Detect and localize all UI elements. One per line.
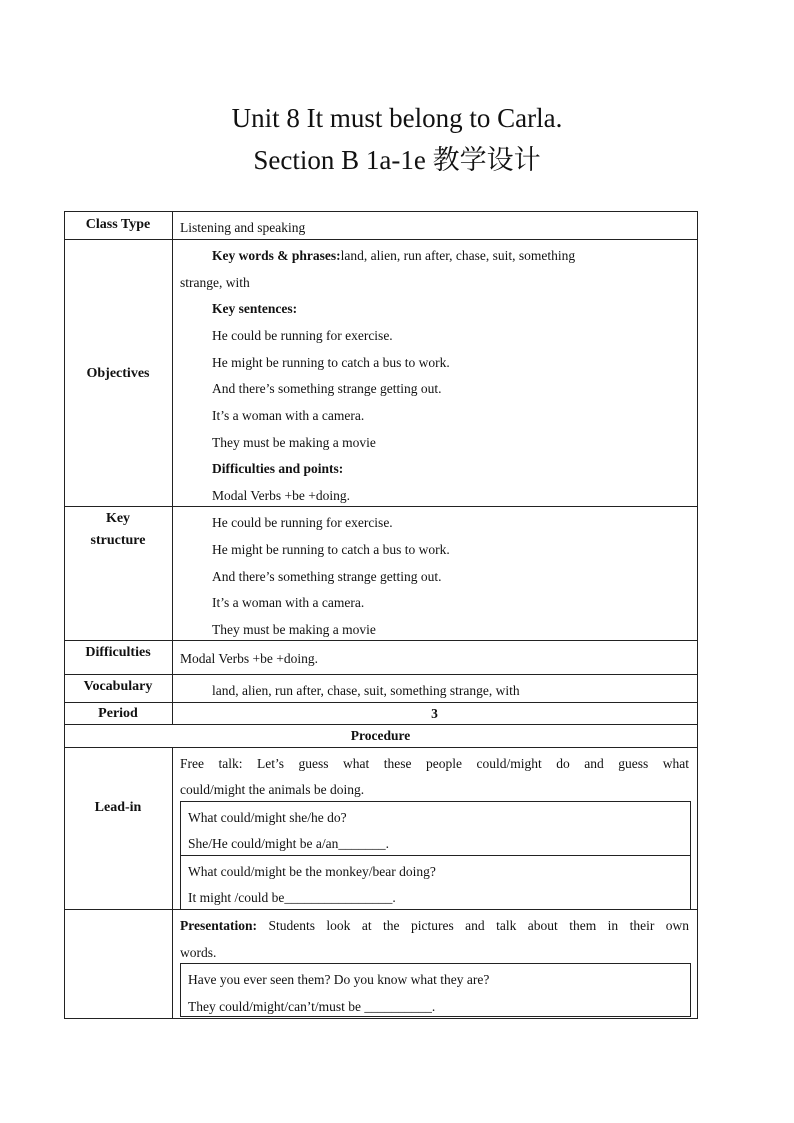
row-divider <box>64 1018 698 1019</box>
key-words-heading: Key words & phrases: <box>212 248 341 263</box>
presentation-intro-line1 <box>180 916 689 936</box>
row-divider <box>64 640 698 641</box>
objective-sentence: And there’s something strange getting out. <box>212 381 442 396</box>
lead-in-intro-line1: Free talk: Let’s guess what these people could/might do and guess what <box>180 756 689 771</box>
procedure-heading: Procedure <box>350 728 411 743</box>
objective-sentence: He might be running to catch a bus to work. <box>212 355 450 370</box>
row-divider <box>64 747 698 748</box>
vocabulary-value: land, alien, run after, chase, suit, something strange, with <box>212 683 520 698</box>
presentation-question: Have you ever seen them? Do you know what they are? <box>188 972 490 987</box>
presentation-intro-text: Students look at the pictures and talk about them in their own <box>268 918 690 933</box>
period-label: Period <box>98 706 138 721</box>
key-words-continued: strange, with <box>180 275 250 290</box>
vocabulary-label: Vocabulary <box>83 679 153 694</box>
guess-animals-question: What could/might be the monkey/bear doing? <box>188 864 436 879</box>
presentation-intro-line2: words. <box>180 945 217 960</box>
key-structure-label-line2: structure <box>90 533 146 548</box>
guess-animals-box-right <box>690 855 691 909</box>
structure-sentence: He could be running for exercise. <box>212 515 393 530</box>
objective-sentence: They must be making a movie <box>212 435 376 450</box>
difficulties-value: Modal Verbs +be +doing. <box>180 651 318 666</box>
key-structure-label-line1: Key <box>105 511 131 526</box>
table-border-left <box>64 211 65 1018</box>
guess-people-question: What could/might she/he do? <box>188 810 347 825</box>
column-divider <box>172 211 173 724</box>
document-subtitle: Section B 1a-1e 教学设计 <box>253 145 541 175</box>
guess-animals-box-left <box>180 855 181 909</box>
period-value: 3 <box>431 706 438 721</box>
objective-sentence: It’s a woman with a camera. <box>212 408 365 423</box>
row-divider <box>64 674 698 675</box>
key-sentences-heading: Key sentences: <box>212 301 298 316</box>
row-divider <box>64 506 698 507</box>
row-divider <box>64 909 698 910</box>
structure-sentence: They must be making a movie <box>212 622 376 637</box>
table-border-right <box>697 211 698 1018</box>
structure-sentence: It’s a woman with a camera. <box>212 595 365 610</box>
difficulties-label: Difficulties <box>85 645 151 660</box>
structure-sentence: He might be running to catch a bus to work. <box>212 542 450 557</box>
lead-in-intro-line2: could/might the animals be doing. <box>180 782 365 797</box>
difficulties-points-heading: Difficulties and points: <box>212 461 344 476</box>
structure-sentence: And there’s something strange getting out. <box>212 569 442 584</box>
presentation-answer: They could/might/can’t/must be __________. <box>188 999 436 1014</box>
guess-people-answer: She/He could/might be a/an_______. <box>188 836 389 851</box>
class-type-label: Class Type <box>85 217 151 232</box>
row-divider <box>64 211 698 212</box>
lead-in-label: Lead-in <box>94 800 142 815</box>
column-divider <box>172 747 173 1018</box>
key-words-text: land, alien, run after, chase, suit, something <box>340 248 576 263</box>
class-type-value: Listening and speaking <box>180 220 306 235</box>
objective-sentence: He could be running for exercise. <box>212 328 393 343</box>
difficulties-points-text: Modal Verbs +be +doing. <box>212 488 350 503</box>
presentation-heading: Presentation: <box>180 918 257 933</box>
row-divider <box>64 239 698 240</box>
document-title: Unit 8 It must belong to Carla. <box>231 103 563 133</box>
objectives-label: Objectives <box>86 366 150 381</box>
guess-animals-answer: It might /could be________________. <box>188 890 396 905</box>
key-words-line <box>212 246 575 266</box>
